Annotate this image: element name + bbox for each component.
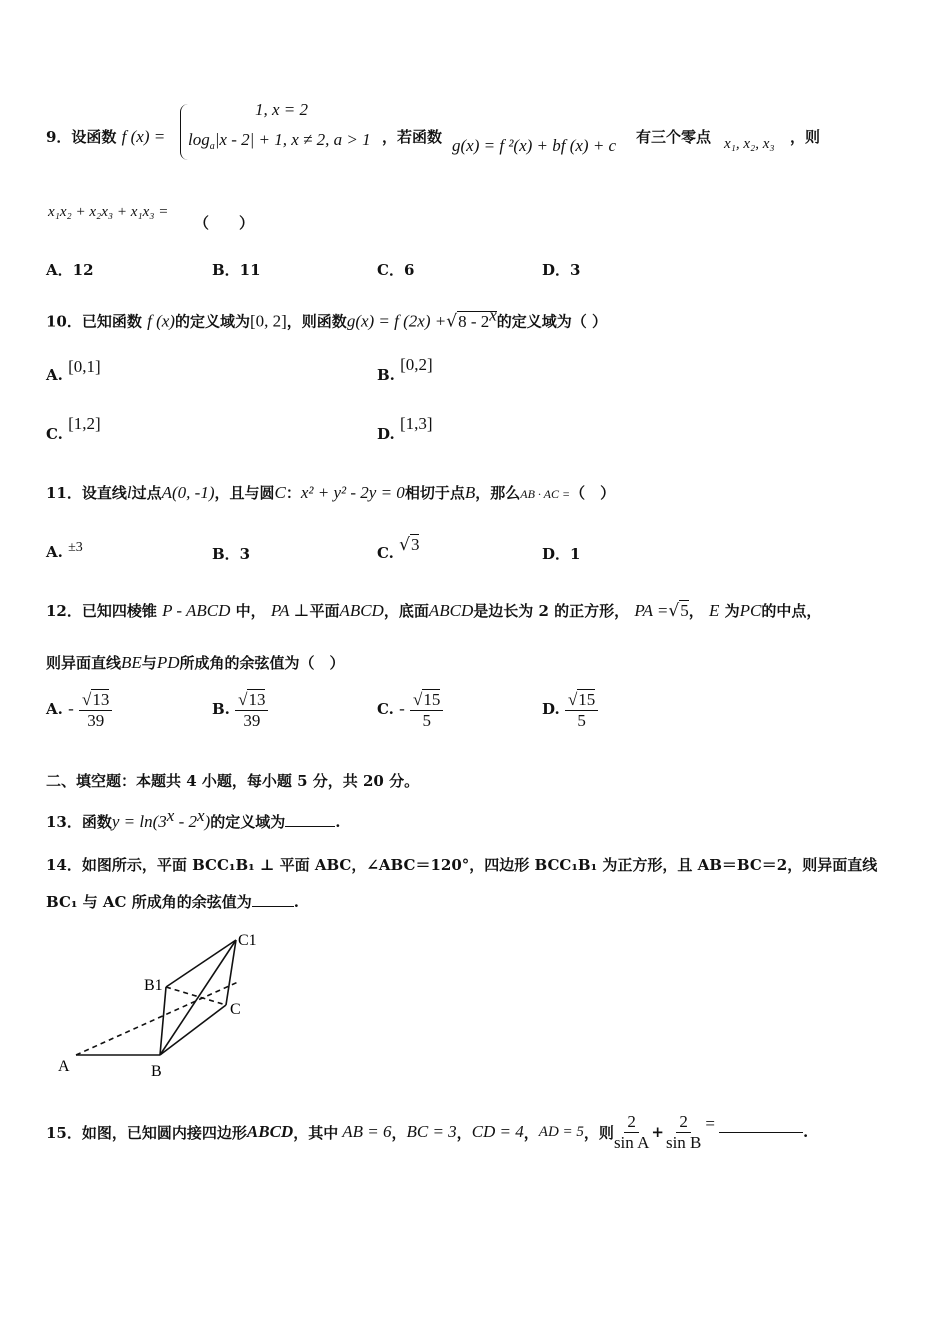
q9-mid: ，若函数 xyxy=(382,128,443,146)
q11-option-a: A. ±3 xyxy=(46,540,83,561)
q9-number: 9．设函数 xyxy=(46,128,117,146)
q10-line: 10．已知函数 f (x)的定义域为[0, 2]，则函数g(x) = f (2x) +√8 - 2$^x$的定义域为（ ） xyxy=(46,305,608,332)
q10-option-b: B. [0,2] xyxy=(377,355,433,384)
q9-expr: x₁x₂ + x₂x₃ + x₁x₃ = xyxy=(48,204,169,220)
q15-fraction-b: $\frac{2}{\text{sin B}}$ xyxy=(665,1112,702,1152)
q12-option-b: B. $\frac{√13}{39}$ xyxy=(212,690,268,730)
q11-circle: x² + y² - 2y = 0 xyxy=(300,483,405,502)
q15-line: 15．如图，已知圆内接四边形 ABCD ，其中 AB = 6 ， BC = 3 ， CD = 4 ， AD = 5 ，则 $\frac{2}{\text{sin A}}$ + $\frac{2}{\text{sin B}}$ = . xyxy=(46,1112,809,1152)
q12-line2: 则异面直线BE与PD所成角的余弦值为（ ） xyxy=(46,653,345,672)
q9-option-c: C．6 xyxy=(377,261,415,279)
q14-line1: 14．如图所示，平面 BCC₁B₁ ⊥ 平面 ABC，∠ABC＝120°，四边形 BCC₁B₁ 为正方形，且 AB＝BC＝2，则异面直线 xyxy=(46,856,878,874)
q11-option-b: B．3 xyxy=(212,545,251,563)
q9-case2: $\log_a|x - 2| + 1$, x ≠ 2, a > 1 xyxy=(188,130,371,153)
q9-paren: （ ） xyxy=(194,214,255,232)
q13-line: 13．函数$y = \ln(3^x - 2^x)$的定义域为 . xyxy=(46,806,341,831)
q10-option-c: C. [1,2] xyxy=(46,414,101,443)
q9-option-b: B．11 xyxy=(212,261,261,279)
q12-option-d: D. $\frac{√15}{5}$ xyxy=(542,690,598,730)
q9-option-d: D．3 xyxy=(542,261,581,279)
q9-case1: 1, x = 2 xyxy=(255,100,309,119)
q11-option-c: C. √3 xyxy=(377,535,420,562)
q9-gx: g(x) = f ²(x) + bf (x) + c xyxy=(452,136,617,155)
edge-cc1 xyxy=(226,940,236,1005)
edge-b1c1 xyxy=(166,940,236,987)
q10-fx: f (x) xyxy=(147,311,175,331)
q9-tail1: 有三个零点 xyxy=(636,128,712,146)
q14-line2: BC₁ 与 AC 所成角的余弦值为 . xyxy=(46,893,299,911)
q10-option-d: D. [1,3] xyxy=(377,414,433,443)
q10-domain: [0, 2] xyxy=(249,311,287,331)
q12-option-a: A. - $\frac{√13}{39}$ xyxy=(46,690,112,730)
q13-answer-blank[interactable] xyxy=(285,826,335,827)
section-2-heading: 二、填空题：本题共 4 小题，每小题 5 分，共 20 分。 xyxy=(46,772,420,790)
edge-b1c xyxy=(166,987,226,1005)
q14-figure xyxy=(40,925,280,1085)
q9-tail2: ，则 xyxy=(790,128,821,146)
q11-dot: AB · AC = xyxy=(520,487,571,501)
q10-gx: g(x) = f (2x) + xyxy=(346,311,447,331)
q15-answer-blank[interactable] xyxy=(719,1132,803,1133)
q10-sqrt: 8 - 2$^x$ xyxy=(458,305,497,331)
label-a: A xyxy=(58,1058,70,1075)
q14-answer-blank[interactable] xyxy=(252,906,294,907)
q12-line1: 12．已知四棱锥 P - ABCD 中， PA ⊥平面ABCD，底面ABCD是边长为 2 的正方形， PA =√5， E 为PC的中点， xyxy=(46,601,822,621)
q9-line1 xyxy=(46,126,165,147)
q12-option-c: C. - $\frac{√15}{5}$ xyxy=(377,690,443,730)
edge-bc1 xyxy=(160,940,236,1055)
q9-option-a: A．12 xyxy=(46,261,94,279)
q10-number: 10．已知函数 xyxy=(46,312,142,331)
q10-option-a: A. [0,1] xyxy=(46,357,101,384)
label-c: C xyxy=(230,1001,241,1018)
q9-fx: f (x) = xyxy=(121,127,166,146)
q11-option-d: D．1 xyxy=(542,545,581,563)
q11-point: A(0, -1) xyxy=(161,483,215,502)
q9-zeros: x₁, x₂, x₃ xyxy=(724,136,775,152)
label-b1: B1 xyxy=(144,977,163,994)
q11-line: 11．设直线l过点A(0, -1)，且与圆C：x² + y² - 2y = 0相切于点B，那么AB · AC =（ ） xyxy=(46,483,616,502)
edge-bb1 xyxy=(160,987,166,1055)
label-b: B xyxy=(151,1063,162,1080)
label-c1: C1 xyxy=(238,932,257,949)
q15-fraction-a: $\frac{2}{\text{sin A}}$ xyxy=(613,1112,650,1152)
